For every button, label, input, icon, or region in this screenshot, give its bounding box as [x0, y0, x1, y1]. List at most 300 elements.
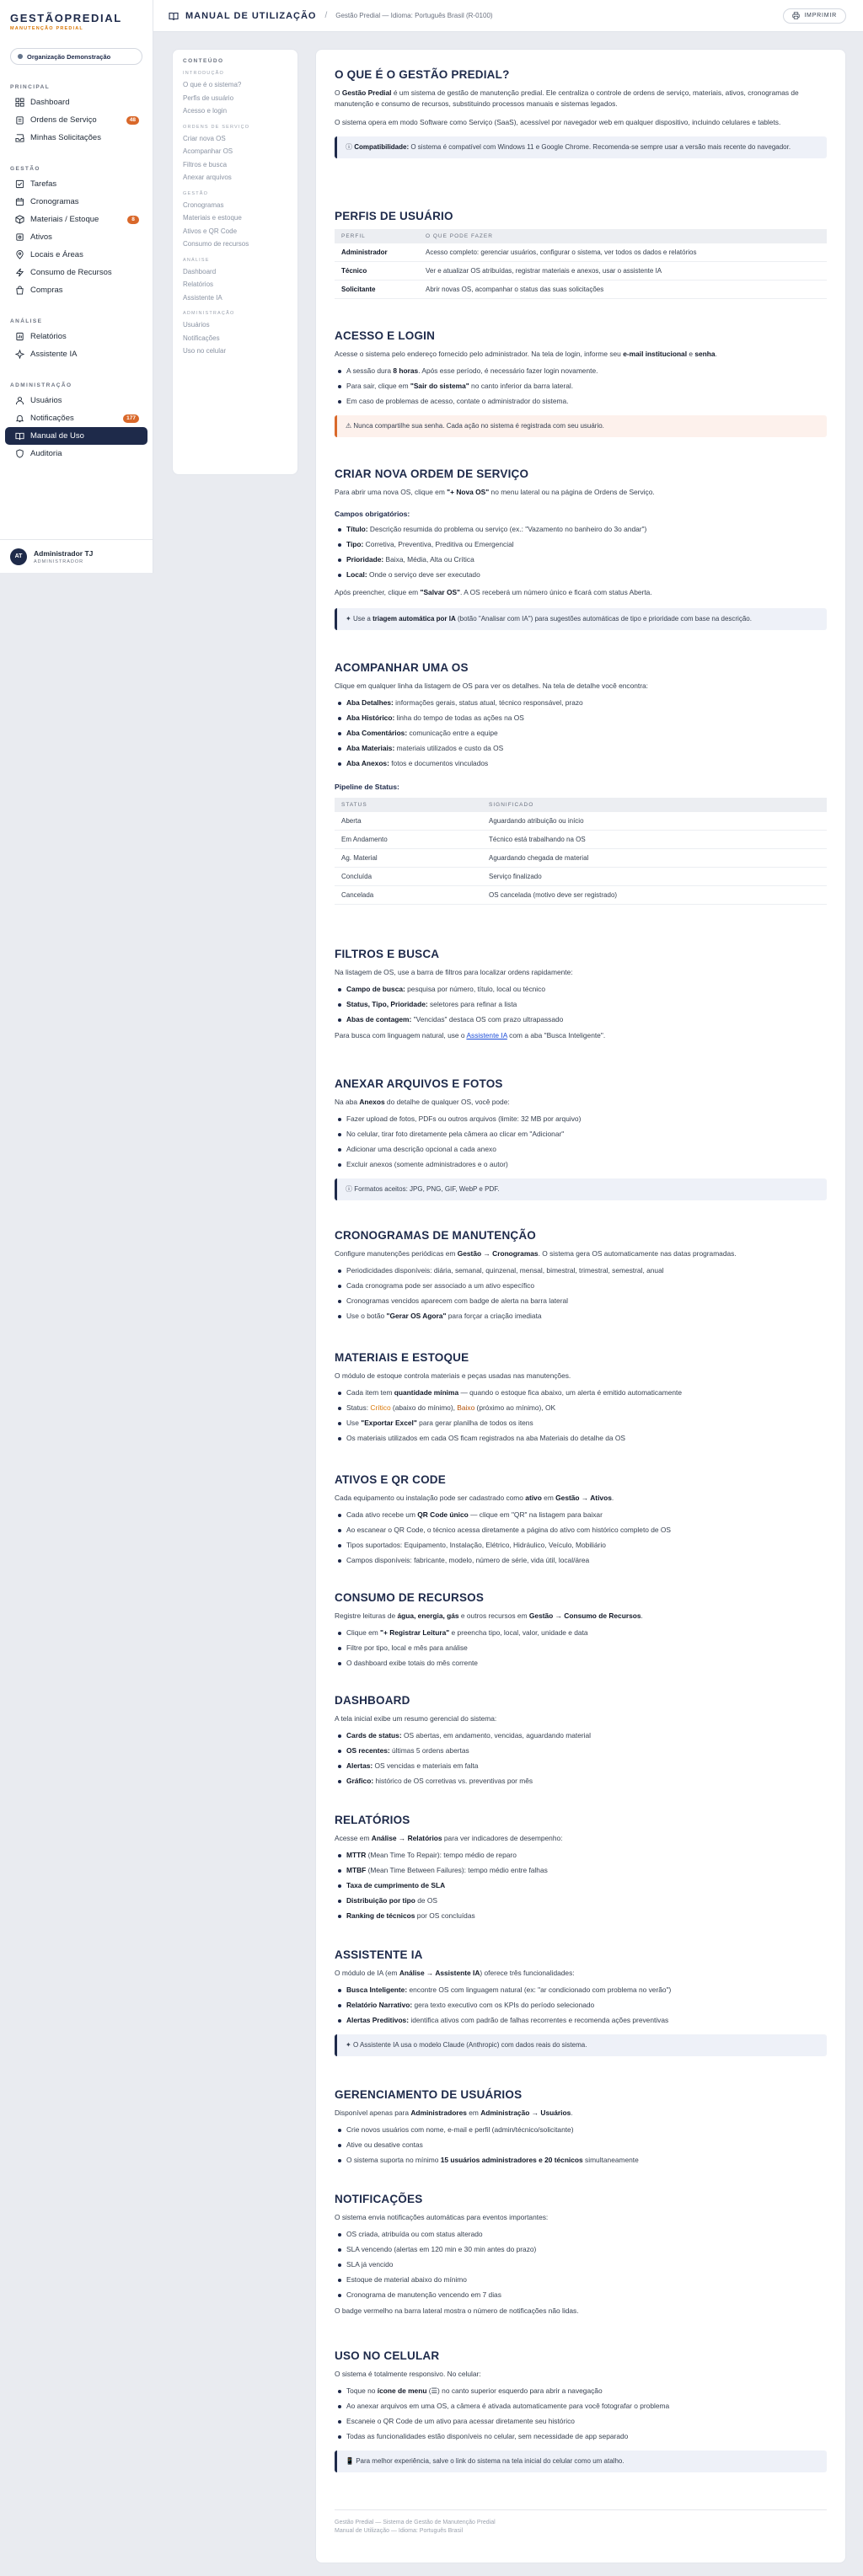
toc-link[interactable]: Acompanhar OS — [183, 147, 233, 155]
list-item — [335, 1385, 827, 1400]
list-item — [335, 2012, 827, 2028]
text: Para melhor experiência, salve o link do sistema na tela inicial do celular como um atalho. — [356, 2457, 624, 2465]
sidebar-item-ordens[interactable] — [5, 111, 147, 129]
table-cell: Serviço finalizado — [482, 868, 827, 886]
warning-note: ⚠ Nunca compartilhe sua senha. Cada ação no sistema é registrada com seu usuário. — [335, 415, 827, 437]
table-cell: Solicitante — [335, 281, 419, 299]
sidebar-item-label: Assistente IA — [30, 350, 78, 359]
list-item: No celular, tirar foto diretamente pela câmera ao clicar em "Adicionar" — [335, 1126, 827, 1141]
sidebar-item-solicitacoes[interactable] — [5, 129, 147, 147]
text-bold: triagem automática por IA — [373, 615, 456, 623]
sidebar-item-label: Consumo de Recursos — [30, 268, 112, 277]
list-item — [335, 552, 827, 567]
paragraph: Clique em qualquer linha da listagem de OS para ver os detalhes. Na tela de detalhe você encontra: — [335, 681, 648, 690]
list-item: Crie novos usuários com nome, e-mail e perfil (admin/técnico/solicitante) — [335, 2122, 827, 2137]
user-role: ADMINISTRADOR — [34, 558, 84, 564]
text: para gerar planilha de todos os itens — [416, 1419, 533, 1427]
text: Status: — [346, 1403, 371, 1412]
list-item — [335, 1743, 827, 1758]
text-bold: Taxa de cumprimento de SLA — [346, 1881, 446, 1889]
list-item — [335, 1415, 827, 1430]
text: (Mean Time To Repair): tempo médio de reparo — [366, 1851, 517, 1859]
section-title: GERENCIAMENTO DE USUÁRIOS — [335, 2088, 523, 2101]
list-item: SLA já vencido — [335, 2257, 827, 2272]
toc-link[interactable]: Uso no celular — [183, 347, 227, 355]
section-materiais — [335, 1351, 827, 1446]
sidebar-item-cronogramas[interactable] — [5, 193, 147, 211]
table-cell: Aberta — [335, 812, 482, 831]
notificacoes-count-badge: 177 — [123, 414, 139, 423]
section-title: ANEXAR ARQUIVOS E FOTOS — [335, 1077, 503, 1090]
section-acesso-login — [335, 329, 827, 437]
text-bold: Anexos — [359, 1098, 385, 1106]
breadcrumb-separator: / — [324, 11, 328, 20]
info-note: ⓘ Compatibilidade: O sistema é compatível com Windows 11 e Google Chrome. Recomenda-se sempre usar a versão mais recente do navegador. — [335, 136, 827, 158]
text: no canto inferior da barra lateral. — [469, 382, 574, 390]
text: Disponível apenas para — [335, 2108, 411, 2117]
toc-link[interactable]: Filtros e busca — [183, 160, 228, 168]
breadcrumb: Gestão Predial — Idioma: Português Brasil (R-0100) — [335, 12, 493, 19]
text: O módulo de IA (em — [335, 1969, 399, 1977]
text-bold: Aba Anexos: — [346, 759, 389, 767]
inbox-icon — [15, 133, 24, 142]
status-baixo: Baixo — [457, 1403, 475, 1412]
table-cell: Em Andamento — [335, 831, 482, 849]
text-bold: Aba Detalhes: — [346, 698, 394, 707]
footer — [335, 2509, 827, 2536]
list-item — [335, 1728, 827, 1743]
bullet-list — [335, 2383, 827, 2444]
assistente-ia-link[interactable]: Assistente IA — [466, 1031, 507, 1039]
paragraph — [335, 1833, 827, 1844]
list-item — [335, 1863, 827, 1878]
sidebar-item-locais[interactable] — [5, 246, 147, 264]
text: Para busca com linguagem natural, use o — [335, 1031, 467, 1039]
text-bold: água, energia, gás — [397, 1611, 459, 1620]
printer-icon — [792, 12, 800, 19]
section-consumo — [335, 1591, 827, 1670]
text: encontre OS com linguagem natural (ex: "ar condicionado com problema no verão") — [407, 1985, 672, 1994]
text-bold: Cards de status: — [346, 1731, 402, 1740]
section-title: USO NO CELULAR — [335, 2349, 440, 2362]
section-title: DASHBOARD — [335, 1694, 410, 1707]
section-title: RELATÓRIOS — [335, 1814, 410, 1826]
list-item — [335, 1308, 827, 1323]
text-bold: QR Code único — [417, 1510, 469, 1519]
section-title: FILTROS E BUSCA — [335, 948, 440, 960]
bullet-list — [335, 2122, 827, 2167]
text: e preencha tipo, local, valor, unidade e data — [449, 1628, 588, 1637]
text-bold: Gestão → Cronogramas — [457, 1249, 539, 1258]
table-row — [335, 849, 827, 868]
bullet-list — [335, 1728, 827, 1788]
text: de OS — [415, 1896, 437, 1905]
brand-subtitle: MANUTENÇÃO PREDIAL — [10, 26, 83, 31]
text: — clique em "QR" na listagem para baixar — [468, 1510, 603, 1519]
text-bold: Prioridade: — [346, 555, 384, 564]
organization-selector[interactable] — [10, 48, 142, 65]
sidebar-item-label: Auditoria — [30, 449, 62, 458]
toc-link[interactable]: Relatórios — [183, 281, 214, 288]
text: (botão "Analisar com IA") para sugestões automáticas de tipo e prioridade com base na descrição. — [455, 615, 752, 623]
text: OS abertas, em andamento, vencidas, aguardando material — [401, 1731, 592, 1740]
bullet-list — [335, 695, 827, 771]
list-item: Filtre por tipo, local e mês para análise — [335, 1640, 827, 1655]
paragraph: O sistema é totalmente responsivo. No celular: — [335, 2370, 481, 2378]
toc-link[interactable]: Materiais e estoque — [183, 214, 242, 222]
text: Após preencher, clique em — [335, 588, 421, 596]
book-icon — [169, 11, 179, 21]
list-item — [335, 1847, 827, 1863]
toc-link[interactable]: Ativos e QR Code — [183, 227, 238, 235]
footer-line: Gestão Predial — Sistema de Gestão de Manutenção Predial — [335, 2520, 496, 2525]
section-title: CRONOGRAMAS DE MANUTENÇÃO — [335, 1229, 536, 1242]
section-acompanhar-os — [335, 661, 827, 905]
text: identifica ativos com padrão de falhas recorrentes e recomenda ações preventivas — [409, 2016, 669, 2024]
text-bold: Aba Histórico: — [346, 713, 395, 722]
organization-name: Organização Demonstração — [27, 52, 111, 61]
list-item: Tipos suportados: Equipamento, Instalação, Elétrico, Hidráulico, Veículo, Mobiliário — [335, 1537, 827, 1553]
text: fotos e documentos vinculados — [389, 759, 489, 767]
section-title: CRIAR NOVA ORDEM DE SERVIÇO — [335, 468, 529, 480]
list-item — [335, 981, 827, 997]
user-profile[interactable] — [0, 539, 153, 573]
status-critico: Crítico — [370, 1403, 391, 1412]
table-cell: OS cancelada (motivo deve ser registrado) — [482, 886, 827, 905]
toc-link[interactable]: O que é o sistema? — [183, 81, 242, 88]
sidebar-item-ativos[interactable] — [5, 228, 147, 246]
print-label: IMPRIMIR — [804, 13, 837, 19]
text-bold: e-mail institucional — [623, 350, 688, 358]
section-title: NOTIFICAÇÕES — [335, 2193, 423, 2205]
table-row — [335, 868, 827, 886]
info-note: ⓘ Formatos aceitos: JPG, PNG, GIF, WebP e PDF. — [335, 1178, 827, 1200]
bullet-list — [335, 521, 827, 582]
list-item — [335, 997, 827, 1012]
list-item — [335, 521, 827, 537]
text: (próximo ao mínimo), OK — [474, 1403, 556, 1412]
text-bold: "Exportar Excel" — [361, 1419, 417, 1427]
list-item: SLA vencendo (alertas em 120 min e 30 min antes do prazo) — [335, 2242, 827, 2257]
sidebar-item-auditoria[interactable] — [5, 445, 147, 462]
text-bold: Tipo: — [346, 540, 364, 548]
text-bold: senha — [694, 350, 716, 358]
table-header: SIGNIFICADO — [482, 798, 827, 812]
text: Use — [346, 1419, 362, 1427]
info-note: ✦ Use a triagem automática por IA (botão "Analisar com IA") para sugestões automáticas de tipo e prioridade com base na descrição. — [335, 608, 827, 630]
text-bold: 8 horas — [393, 366, 419, 375]
list-item: O dashboard exibe totais do mês corrente — [335, 1655, 827, 1670]
toc-link[interactable]: Notificações — [183, 334, 220, 342]
list-item — [335, 1908, 827, 1923]
list-item: Periodicidades disponíveis: diária, semanal, quinzenal, mensal, bimestral, trimestral, semestral, anual — [335, 1263, 827, 1278]
text: Configure manutenções periódicas em — [335, 1249, 458, 1258]
text: pesquisa por número, título, local ou técnico — [405, 985, 546, 993]
text: — quando o estoque fica abaixo, um alerta é emitido automaticamente — [458, 1388, 683, 1397]
paragraph — [335, 587, 827, 598]
text-bold: "Sair do sistema" — [410, 382, 469, 390]
text: Cada item tem — [346, 1388, 394, 1397]
toc-link[interactable]: Acesso e login — [183, 107, 228, 115]
sidebar-item-label: Ativos — [30, 232, 52, 242]
organization-dot-icon — [18, 54, 23, 59]
list-item — [335, 567, 827, 582]
divider — [335, 2509, 827, 2510]
paragraph: O sistema envia notificações automáticas para eventos importantes: — [335, 2213, 549, 2221]
sidebar-item-materiais[interactable] — [5, 211, 147, 228]
text: histórico de OS corretivas vs. preventivas por mês — [373, 1777, 533, 1785]
nav-section-principal: PRINCIPAL — [10, 84, 51, 90]
text-bold: Gráfico: — [346, 1777, 374, 1785]
ordens-count-badge: 48 — [126, 116, 139, 125]
section-dashboard — [335, 1694, 827, 1788]
nav-section-admin: ADMINISTRAÇÃO — [10, 382, 72, 388]
text: Para abrir uma nova OS, clique em — [335, 488, 448, 496]
sidebar-item-label: Tarefas — [30, 179, 57, 189]
paragraph — [335, 88, 827, 110]
section-title: CONSUMO DE RECURSOS — [335, 1591, 485, 1604]
text-bold: Aba Comentários: — [346, 729, 408, 737]
text-bold: Local: — [346, 570, 367, 579]
list-item: Excluir anexos (somente administradores e o autor) — [335, 1157, 827, 1172]
page-title: MANUAL DE UTILIZAÇÃO — [185, 10, 317, 21]
list-item — [335, 725, 827, 740]
section-title: ATIVOS E QR CODE — [335, 1473, 446, 1486]
text: Descrição resumida do problema ou serviço (ex.: "Vazamento no banheiro do 3o andar") — [367, 525, 647, 533]
text: Para sair, clique em — [346, 382, 410, 390]
text-bold: Gestão → Ativos — [555, 1494, 612, 1502]
text: "Vencidas" destaca OS com prazo ultrapassado — [411, 1015, 564, 1023]
bullet-list — [335, 1385, 827, 1446]
topbar — [153, 0, 863, 32]
nav-section-analise: ANÁLISE — [10, 318, 43, 324]
list-item: Todas as funcionalidades estão disponíveis no celular, sem necessidade de app separado — [335, 2429, 827, 2444]
paragraph: Registre leituras de água, energia, gás e outros recursos em Gestão → Consumo de Recursos. — [335, 1611, 643, 1620]
bullet-list — [335, 1847, 827, 1923]
text-bold: OS recentes: — [346, 1746, 390, 1755]
text: em — [466, 2108, 481, 2117]
text-bold: "+ Nova OS" — [447, 488, 490, 496]
text-bold: Alertas Preditivos: — [346, 2016, 410, 2024]
clipboard-icon — [15, 115, 24, 125]
sidebar-item-usuarios[interactable] — [5, 392, 147, 409]
section-anexar-arquivos — [335, 1077, 827, 1200]
text: linha do tempo de todas as ações na OS — [394, 713, 524, 722]
toc-link[interactable]: Perfis de usuário — [183, 94, 234, 102]
section-title: ACOMPANHAR UMA OS — [335, 661, 469, 674]
toc-link[interactable]: Dashboard — [183, 267, 217, 275]
text: materiais utilizados e custo da OS — [394, 744, 504, 752]
sidebar-item-label: Manual de Uso — [30, 431, 84, 441]
table-row — [335, 812, 827, 831]
text: em — [541, 1494, 556, 1502]
section-title: ASSISTENTE IA — [335, 1948, 423, 1961]
list-item — [335, 1625, 827, 1640]
text: com a aba "Busca Inteligente". — [507, 1031, 606, 1039]
section-criar-os — [335, 468, 827, 630]
text-bold: Distribuição por tipo — [346, 1896, 415, 1905]
list-item: Estoque de material abaixo do mínimo — [335, 2272, 827, 2287]
text-bold: quantidade mínima — [394, 1388, 459, 1397]
bullet-list — [335, 1507, 827, 1568]
text: e — [687, 350, 695, 358]
text-bold: Campo de busca: — [346, 985, 405, 993]
toc-group: GESTÃO — [183, 190, 209, 196]
toc-link[interactable]: Assistente IA — [183, 293, 222, 302]
map-pin-icon — [15, 250, 24, 259]
subheading: Pipeline de Status: — [335, 783, 399, 791]
text-bold: Compatibilidade: — [354, 143, 410, 151]
table-cell: Ag. Material — [335, 849, 482, 868]
toc-group: ANÁLISE — [183, 257, 210, 263]
text: para forçar a criação imediata — [446, 1312, 542, 1320]
text: Na aba — [335, 1098, 360, 1106]
toc-link[interactable]: Criar nova OS — [183, 134, 226, 142]
table-cell: Técnico está trabalhando na OS — [482, 831, 827, 849]
shield-icon — [15, 449, 24, 458]
text: (Mean Time Between Failures): tempo médio entre falhas — [366, 1866, 548, 1874]
text: é um sistema de gestão de manutenção predial. Ele centraliza o controle de ordens de serviço, materiais, ativos, cronogramas de manutenção e consumo de recursos, substituindo processos manuais e sistemas legados. — [335, 88, 799, 108]
toc-link[interactable]: Anexar arquivos — [183, 174, 232, 181]
text-bold: Alertas: — [346, 1761, 373, 1770]
text-bold: Aba Materiais: — [346, 744, 395, 752]
list-item: Fazer upload de fotos, PDFs ou outros arquivos (limite: 32 MB por arquivo) — [335, 1111, 827, 1126]
paragraph: O sistema opera em modo Software como Serviço (SaaS), acessível por navegador web em qualquer dispositivo, incluindo celulares e tablets. — [335, 118, 781, 126]
subheading: Campos obrigatórios: — [335, 510, 410, 518]
text: Acesse em — [335, 1834, 372, 1842]
sidebar-item-label: Ordens de Serviço — [30, 115, 97, 125]
text: gera texto executivo com os KPIs do período selecionado — [412, 2001, 595, 2009]
avatar: AT — [10, 548, 27, 565]
text: informações gerais, status atual, técnico responsável, prazo — [393, 698, 583, 707]
list-item — [335, 1773, 827, 1788]
sidebar-item-label: Notificações — [30, 414, 74, 423]
section-celular — [335, 2349, 827, 2472]
text-bold: "+ Registrar Leitura" — [380, 1628, 450, 1637]
text: Corretiva, Preventiva, Preditiva ou Emergencial — [363, 540, 514, 548]
text-bold: Administração → Usuários — [480, 2108, 571, 2117]
paragraph — [335, 1097, 827, 1108]
paragraph: Disponível apenas para Administradores em Administração → Usuários. — [335, 2108, 573, 2117]
toc-group: ADMINISTRAÇÃO — [183, 311, 235, 316]
list-item: Campos disponíveis: fabricante, modelo, número de série, vida útil, local/área — [335, 1553, 827, 1568]
sidebar-item-notificacoes[interactable] — [5, 409, 147, 427]
table-cell: Acesso completo: gerenciar usuários, configurar o sistema, ver todos os dados e relatórios — [419, 243, 827, 262]
text: Toque no — [346, 2386, 378, 2395]
table-cell: Concluída — [335, 868, 482, 886]
paragraph: O módulo de estoque controla materiais e peças usadas nas manutenções. — [335, 1371, 571, 1380]
table-cell: Aguardando atribuição ou início — [482, 812, 827, 831]
list-item — [335, 1400, 827, 1415]
sidebar-item-compras[interactable] — [5, 281, 147, 299]
text: por OS concluídas — [415, 1911, 475, 1920]
text-bold: ícone de menu — [377, 2386, 427, 2395]
list-item: Adicionar uma descrição opcional a cada anexo — [335, 1141, 827, 1157]
text: OS vencidas e materiais em falta — [373, 1761, 479, 1770]
toc-link[interactable]: Usuários — [183, 321, 210, 329]
sidebar-item-label: Materiais / Estoque — [30, 215, 99, 224]
paragraph — [335, 487, 827, 498]
section-title: ACESSO E LOGIN — [335, 329, 436, 342]
list-item — [335, 756, 827, 771]
bullet-list — [335, 363, 827, 409]
section-cronogramas — [335, 1229, 827, 1323]
text-bold: "Salvar OS" — [420, 588, 461, 596]
text: do detalhe de qualquer OS, você pode: — [384, 1098, 510, 1106]
profiles-table — [335, 229, 827, 299]
text-bold: Status, Tipo, Prioridade: — [346, 1000, 428, 1008]
table-header: O QUE PODE FAZER — [419, 229, 827, 243]
sidebar-item-tarefas[interactable] — [5, 175, 147, 193]
print-button[interactable] — [783, 8, 846, 24]
bullet-list — [335, 1625, 827, 1670]
sidebar-item-manual[interactable] — [5, 427, 147, 445]
list-item — [335, 1878, 827, 1893]
list-item: Ative ou desative contas — [335, 2137, 827, 2152]
text: e outros recursos em — [458, 1611, 529, 1620]
status-table — [335, 798, 827, 905]
text: . Após esse período, é necessário fazer login novamente. — [418, 366, 598, 375]
text: Nunca compartilhe sua senha. Cada ação no sistema é registrada com seu usuário. — [353, 422, 604, 430]
text-bold: Título: — [346, 525, 368, 533]
text: Onde o serviço deve ser executado — [367, 570, 480, 579]
sidebar-item-relatorios[interactable] — [5, 328, 147, 345]
list-item: Cronograma de manutenção vencendo em 7 dias — [335, 2287, 827, 2302]
sidebar-item-consumo[interactable] — [5, 264, 147, 281]
section-filtros-busca — [335, 948, 827, 1041]
brand — [0, 0, 153, 31]
list-item: Em caso de problemas de acesso, contate o administrador do sistema. — [335, 393, 827, 409]
list-item — [335, 1893, 827, 1908]
paragraph: O badge vermelho na barra lateral mostra o número de notificações não lidas. — [335, 2306, 579, 2315]
table-cell: Cancelada — [335, 886, 482, 905]
table-of-contents — [172, 49, 298, 475]
list-item — [335, 363, 827, 378]
text-bold: Relatório Narrativo: — [346, 2001, 413, 2009]
text: Formatos aceitos: JPG, PNG, GIF, WebP e PDF. — [354, 1185, 500, 1193]
section-o-que-e — [335, 68, 827, 158]
list-item — [335, 1997, 827, 2012]
text: últimas 5 ordens abertas — [389, 1746, 469, 1755]
text-bold: Gestão Predial — [341, 88, 392, 97]
sidebar-item-label: Relatórios — [30, 332, 67, 341]
cube-icon — [15, 232, 24, 242]
paragraph — [335, 1968, 827, 1979]
lightning-icon — [15, 268, 24, 277]
paragraph: Acesse o sistema pelo endereço fornecido pelo administrador. Na tela de login, informe seu e-mail institucional e senha. — [335, 350, 717, 358]
text: Cada ativo recebe um — [346, 1510, 418, 1519]
paragraph — [335, 1030, 827, 1041]
text: O Assistente IA usa o modelo Claude (Anthropic) com dados reais do sistema. — [352, 2041, 587, 2049]
bullet-list — [335, 981, 827, 1027]
sidebar-item-dashboard[interactable] — [5, 94, 147, 111]
text-bold: Gestão → Consumo de Recursos — [528, 1611, 641, 1620]
table-row — [335, 886, 827, 905]
toc-link[interactable]: Consumo de recursos — [183, 240, 249, 248]
section-relatorios — [335, 1814, 827, 1923]
text: para ver indicadores de desempenho: — [442, 1834, 563, 1842]
sidebar-item-label: Usuários — [30, 396, 62, 405]
text-bold: Ranking de técnicos — [346, 1911, 415, 1920]
sidebar-item-assistente[interactable] — [5, 345, 147, 363]
calendar-icon — [15, 197, 24, 206]
section-usuarios — [335, 2088, 827, 2167]
section-perfis — [335, 210, 827, 299]
text-bold: Administradores — [410, 2108, 467, 2117]
bullet-list — [335, 1111, 827, 1172]
list-item — [335, 2383, 827, 2398]
toc-link[interactable]: Cronogramas — [183, 200, 224, 209]
